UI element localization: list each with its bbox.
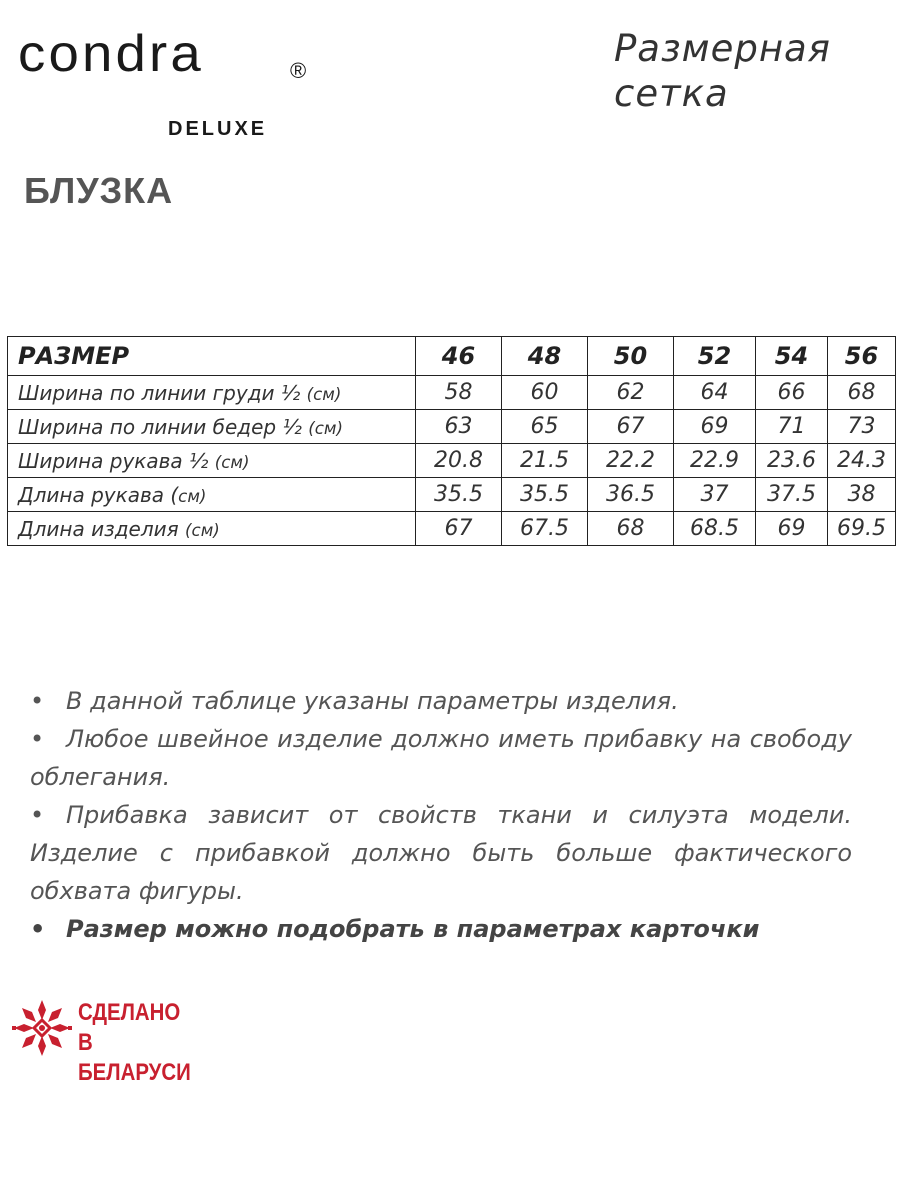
table-cell: 35.5 (416, 478, 502, 512)
list-item: • Любое швейное изделие должно иметь прибавку на свободу облегания. (30, 720, 852, 796)
bullet-icon: • (30, 687, 45, 715)
notes-list (30, 682, 852, 948)
table-cell: 35.5 (502, 478, 588, 512)
brand-sub: DELUXE (168, 118, 268, 140)
table-row (8, 410, 896, 444)
bullet-icon: • (30, 725, 45, 753)
row-label: Ширина по линии бедер ½ (см) (8, 410, 416, 444)
size-header: 54 (756, 337, 828, 376)
table-cell: 73 (828, 410, 896, 444)
unit-label: см) (178, 486, 207, 506)
row-label: Ширина рукава ½ (см) (8, 444, 416, 478)
bullet-icon: • (30, 801, 45, 829)
table-cell: 67 (416, 512, 502, 546)
size-header: 48 (502, 337, 588, 376)
table-cell: 37.5 (756, 478, 828, 512)
table-cell: 68.5 (674, 512, 756, 546)
table-cell: 22.9 (674, 444, 756, 478)
size-header: 52 (674, 337, 756, 376)
document-title: Размерная сетка (614, 27, 831, 115)
unit-label: (см) (214, 452, 250, 472)
list-item: • В данной таблице указаны параметры изделия. (30, 682, 852, 720)
table-cell: 64 (674, 376, 756, 410)
product-name: БЛУЗКА (24, 170, 174, 211)
table-cell: 36.5 (588, 478, 674, 512)
made-in-text (78, 998, 206, 1088)
brand-name: condra (18, 25, 204, 83)
list-item: • Размер можно подобрать в параметрах карточки (30, 910, 852, 948)
list-item: • Прибавка зависит от свойств ткани и силуэта модели. Изделие с прибавкой должно быть больше фактического обхвата фигуры. (30, 796, 852, 910)
unit-label: (см) (306, 384, 342, 404)
row-label: Длина рукава (см) (8, 478, 416, 512)
size-header: 56 (828, 337, 896, 376)
table-row (8, 376, 896, 410)
table-cell: 69 (756, 512, 828, 546)
table-cell: 22.2 (588, 444, 674, 478)
registered-mark: ® (290, 58, 307, 83)
table-cell: 63 (416, 410, 502, 444)
ornament-icon (10, 996, 74, 1060)
table-row (8, 444, 896, 478)
table-cell: 67 (588, 410, 674, 444)
table-cell: 71 (756, 410, 828, 444)
table-cell: 69.5 (828, 512, 896, 546)
size-table (7, 336, 896, 546)
size-header: 46 (416, 337, 502, 376)
table-cell: 21.5 (502, 444, 588, 478)
table-cell: 23.6 (756, 444, 828, 478)
row-label: Длина изделия (см) (8, 512, 416, 546)
table-cell: 69 (674, 410, 756, 444)
size-header-label: РАЗМЕР (8, 337, 416, 376)
table-cell: 60 (502, 376, 588, 410)
table-cell: 68 (828, 376, 896, 410)
table-header-row (8, 337, 896, 376)
table-cell: 20.8 (416, 444, 502, 478)
table-cell: 62 (588, 376, 674, 410)
table-cell: 67.5 (502, 512, 588, 546)
made-in-line1: СДЕЛАНО (78, 999, 181, 1026)
row-label: Ширина по линии груди ½ (см) (8, 376, 416, 410)
table-cell: 68 (588, 512, 674, 546)
table-cell: 65 (502, 410, 588, 444)
brand-logo (18, 25, 307, 140)
table-cell: 38 (828, 478, 896, 512)
table-cell: 37 (674, 478, 756, 512)
table-row (8, 512, 896, 546)
table-cell: 66 (756, 376, 828, 410)
unit-label: (см) (185, 520, 220, 540)
unit-label: (см) (308, 418, 343, 438)
bullet-icon: • (30, 915, 46, 943)
table-row (8, 478, 896, 512)
size-header: 50 (588, 337, 674, 376)
table-cell: 24.3 (828, 444, 896, 478)
table-cell: 58 (416, 376, 502, 410)
made-in-line2: В БЕЛАРУСИ (78, 1029, 191, 1086)
